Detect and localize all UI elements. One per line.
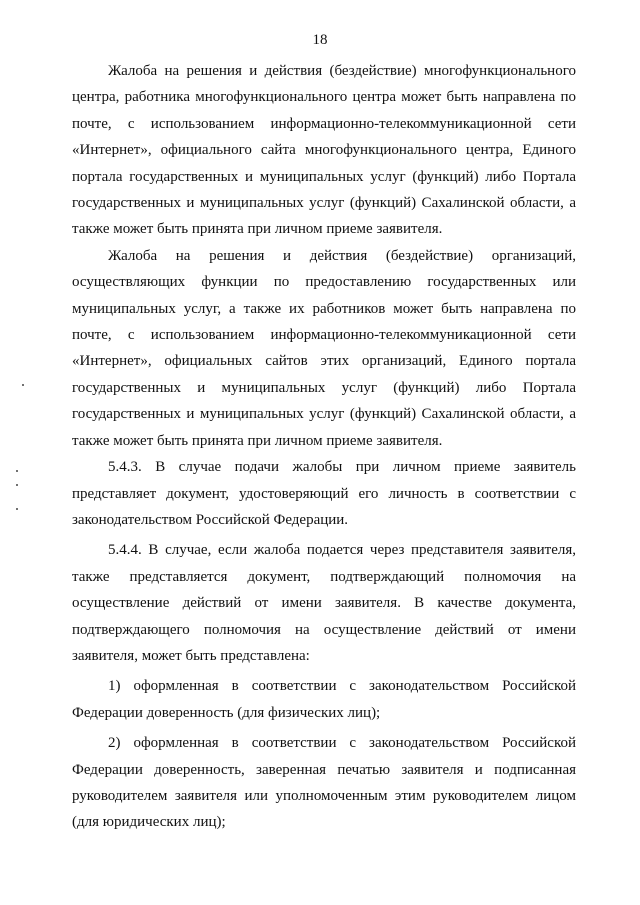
text-line: Жалоба на решения и действия (бездействие) многофункционального [108, 63, 576, 79]
text-line: осуществление действий от имени заявителя. В качестве документа, [72, 595, 576, 612]
list-item-2 [72, 730, 576, 836]
text-line: почте, с использованием информационно-телекоммуникационной сети [72, 327, 576, 344]
page-number: 18 [312, 32, 328, 48]
text-line: 1) оформленная в соответствии с законодательством Российской [108, 678, 576, 695]
text-line: «Интернет», официальных сайтов этих организаций, Единого портала [72, 353, 576, 370]
paragraph-mfc-complaint [72, 58, 576, 243]
text-line: представляет документ, удостоверяющий его личность в соответствии с [72, 485, 576, 502]
paragraph-organizations-complaint [72, 243, 576, 454]
text-line: также может быть принята при личном приеме заявителя. [72, 221, 443, 238]
text-line: 5.4.4. В случае, если жалоба подается через представителя заявителя, [108, 542, 576, 559]
scan-speck [16, 508, 18, 510]
text-line: 2) оформленная в соответствии с законодательством Российской [108, 735, 576, 752]
scan-speck [16, 484, 18, 486]
text-line: почте, с использованием информационно-телекоммуникационной сети [72, 115, 576, 132]
text-line: законодательством Российской Федерации. [72, 511, 349, 528]
text-line: 5.4.3. В случае подачи жалобы при личном приеме заявитель [108, 459, 576, 476]
paragraph-5-4-3 [72, 454, 576, 533]
list-item-1 [72, 673, 576, 726]
text-line: Федерации доверенность, заверенная печатью заявителя и подписанная [72, 761, 576, 778]
text-line: государственных и муниципальных услуг (функций) либо Портала [72, 379, 576, 396]
scan-speck [22, 384, 24, 386]
text-line: заявителя, может быть представлена: [72, 647, 310, 664]
text-line: Жалоба на решения и действия (бездействие) организаций, [108, 247, 576, 264]
text-line: Федерации доверенность (для физических лиц); [72, 704, 381, 721]
text-line: подтверждающего полномочия на осуществление действий от имени [72, 621, 576, 638]
paragraph-5-4-4 [72, 537, 576, 669]
text-line: центра, работника многофункционального центра может быть направлена по [72, 89, 576, 106]
text-line: портала государственных и муниципальных услуг (функций) либо Портала [72, 168, 576, 185]
text-line: руководителем заявителя или уполномоченным этим руководителем лицом [72, 787, 576, 804]
text-line: муниципальных услуг, а также их работников может быть направлена по [72, 300, 576, 317]
text-line: «Интернет», официального сайта многофункционального центра, Единого [72, 142, 576, 159]
document-body [72, 58, 576, 836]
text-line: государственных и муниципальных услуг (функций) Сахалинской области, а [72, 406, 576, 423]
scan-speck [16, 470, 18, 472]
text-line: также представляется документ, подтверждающий полномочия на [72, 568, 576, 585]
text-line: государственных и муниципальных услуг (функций) Сахалинской области, а [72, 195, 576, 212]
text-line: осуществляющих функции по предоставлению государственных или [72, 274, 576, 291]
text-line: также может быть принята при личном приеме заявителя. [72, 432, 443, 449]
text-line: (для юридических лиц); [72, 814, 226, 831]
